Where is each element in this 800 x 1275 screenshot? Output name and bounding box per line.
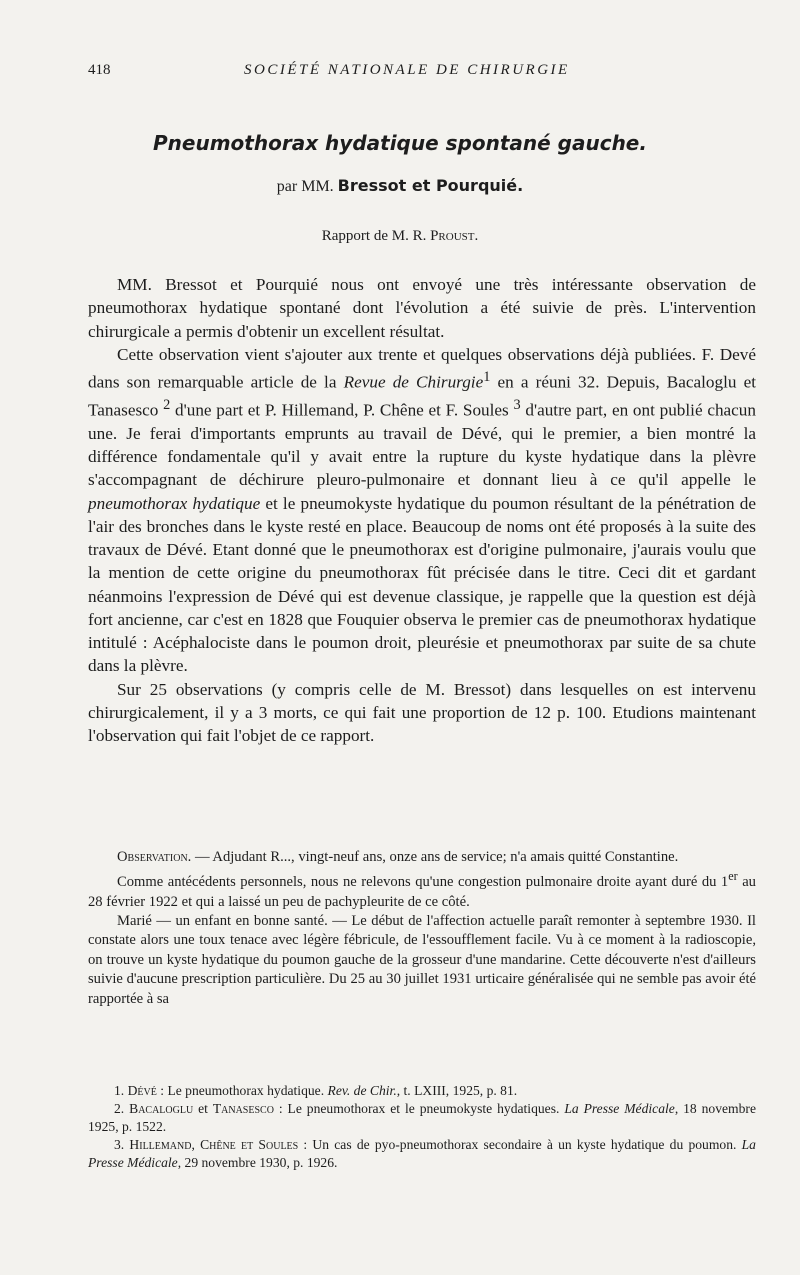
footnote-2 <box>88 1100 756 1136</box>
report-prefix: Rapport de M. R. <box>321 228 427 244</box>
footnote-number: 3. <box>114 1136 125 1152</box>
footnote-number: 1. <box>114 1083 125 1098</box>
body-text: d'autre part, en ont publié chacun une. Je ferai d'importants emprunts au travail de Dévé, qui le premier, a bien montré la différence fondamentale qu'il y avait entre la rupture du kyste hydatique dans la plèvre s'accompagnant de déchirure pleuro-pulmonaire et donnant lieu à ce qu'il appelle le <box>88 400 756 490</box>
term-emphasis: pneumothorax hydatique <box>88 493 261 513</box>
body-text: en a réuni 32. Depuis, Bacaloglu et Tanasesco <box>88 372 756 420</box>
body-paragraph-1: MM. Bressot et Pourquié nous ont envoyé une très intéressante observation de pneumothorax hydatique spontané dont l'évolution a été suivie de près. L'intervention chirurgicale a permis d'obtenir un excellent résultat. <box>88 275 756 341</box>
byline-authors: Bressot et Pourquié. <box>337 176 524 195</box>
footnote-text: , 29 novembre 1930, p. 1926. <box>177 1154 338 1170</box>
footnote-text: : Le pneumothorax et le pneumokyste hydatiques. <box>273 1100 565 1116</box>
footnote-journal: La Presse Médicale <box>88 1136 756 1170</box>
footnote-author: Hillemand, Chêne et Soules <box>129 1136 299 1152</box>
footnote-3 <box>88 1136 756 1172</box>
footnote-ref-1[interactable]: 1 <box>483 369 491 385</box>
footnote-author: Tanasesco <box>212 1100 274 1116</box>
body-text: et le pneumokyste hydatique du poumon résultant de la pénétration de l'air des bronches dans le kyste resté en place. Beaucoup de noms ont été proposés à la suite des travaux de Dévé. Etant donné que le pneumothorax est d'origine pulmonaire, j'aurais voulu que la mention de cette origine du pneumothorax fût précisée dans le titre. Ceci dit et gardant néanmoins l'expression de Dévé qui est devenue classique, je rappelle que la question est déjà fort ancienne, car c'est en 1828 que Fouquier observa le premier cas de pneumothorax hydatique intitulé : Acéphalociste dans le poumon droit, pleurésie et pneumothorax par suite de sa chute dans la plèvre. <box>88 493 756 676</box>
footnotes <box>88 1082 756 1172</box>
observation-paragraph-1 <box>88 848 756 867</box>
body-text: Cette observation vient s'ajouter aux trente et quelques observations déjà publiées. F. Devé dans son remarquable article de la <box>88 344 756 392</box>
body-text: d'une part et P. Hillemand, P. Chêne et F. Soules <box>170 400 514 420</box>
page-number: 418 <box>88 62 111 78</box>
running-header <box>88 62 760 84</box>
footnote-text: , t. LXIII, 1925, p. 81. <box>396 1083 518 1098</box>
journal-name: Revue de Chirurgie <box>343 372 484 392</box>
observation-label: Observation. <box>117 849 192 865</box>
footnote-text: , 18 novembre 1925, p. 1522. <box>88 1100 756 1134</box>
body-paragraph-3: Sur 25 observations (y compris celle de M. Bressot) dans lesquelles on est intervenu chirurgicalement, il y a 3 morts, ce qui fait une proportion de 12 p. 100. Etudions maintenant l'observation qui fait l'objet de ce rapport. <box>88 679 756 746</box>
article-title: Pneumothorax hydatique spontané gauche. <box>153 131 647 155</box>
footnote-ref-2[interactable]: 2 <box>163 396 171 413</box>
footnote-1 <box>88 1082 756 1100</box>
observation-text: au 28 février 1922 et qui a laissé un peu de pachypleurite de ce côté. <box>88 874 756 910</box>
ordinal-suffix: er <box>728 869 738 884</box>
footnote-ref-3[interactable]: 3 <box>513 396 521 413</box>
reporter-name: Proust. <box>430 228 479 244</box>
footnote-number: 2. <box>114 1100 125 1116</box>
footnote-author: Dévé <box>127 1083 157 1098</box>
observation-paragraph-3: Marié — un enfant en bonne santé. — Le début de l'affection actuelle paraît remonter à septembre 1930. Il constate alors une toux tenace avec légère fébricule, de l'essoufflement facile. Vu à ce moment à la radioscopie, on trouve un kyste hydatique du poumon gauche de la grosseur d'une mandarine. Cette découverte n'est d'ailleurs suivie d'aucune prescription particulière. Du 25 au 30 juillet 1931 urticaire généralisée qui ne semble pas avoir été rapportée à sa <box>88 913 756 1007</box>
report-line <box>0 228 800 245</box>
footnote-text: et <box>193 1100 213 1116</box>
body-paragraph-2 <box>88 343 756 678</box>
running-title: SOCIÉTÉ NATIONALE DE CHIRURGIE <box>244 62 570 78</box>
byline-prefix: par MM. <box>276 178 334 195</box>
observation-text: — Adjudant R..., vingt-neuf ans, onze ans de service; n'a amais quitté Constantine. <box>191 849 679 865</box>
footnote-text: : Le pneumothorax hydatique. <box>156 1083 328 1098</box>
footnote-text: : Un cas de pyo-pneumothorax secondaire à un kyste hydatique du poumon. <box>298 1136 742 1152</box>
observation-paragraph-2 <box>88 867 756 912</box>
footnote-journal: La Presse Médicale <box>564 1100 675 1116</box>
byline <box>0 176 800 196</box>
observation-section <box>88 848 756 1009</box>
footnote-author: Bacaloglu <box>129 1100 194 1116</box>
report-body <box>88 273 756 747</box>
footnote-journal: Rev. de Chir. <box>327 1083 397 1098</box>
observation-text: Comme antécédents personnels, nous ne relevons qu'une congestion pulmonaire droite ayant duré du 1 <box>117 874 729 891</box>
